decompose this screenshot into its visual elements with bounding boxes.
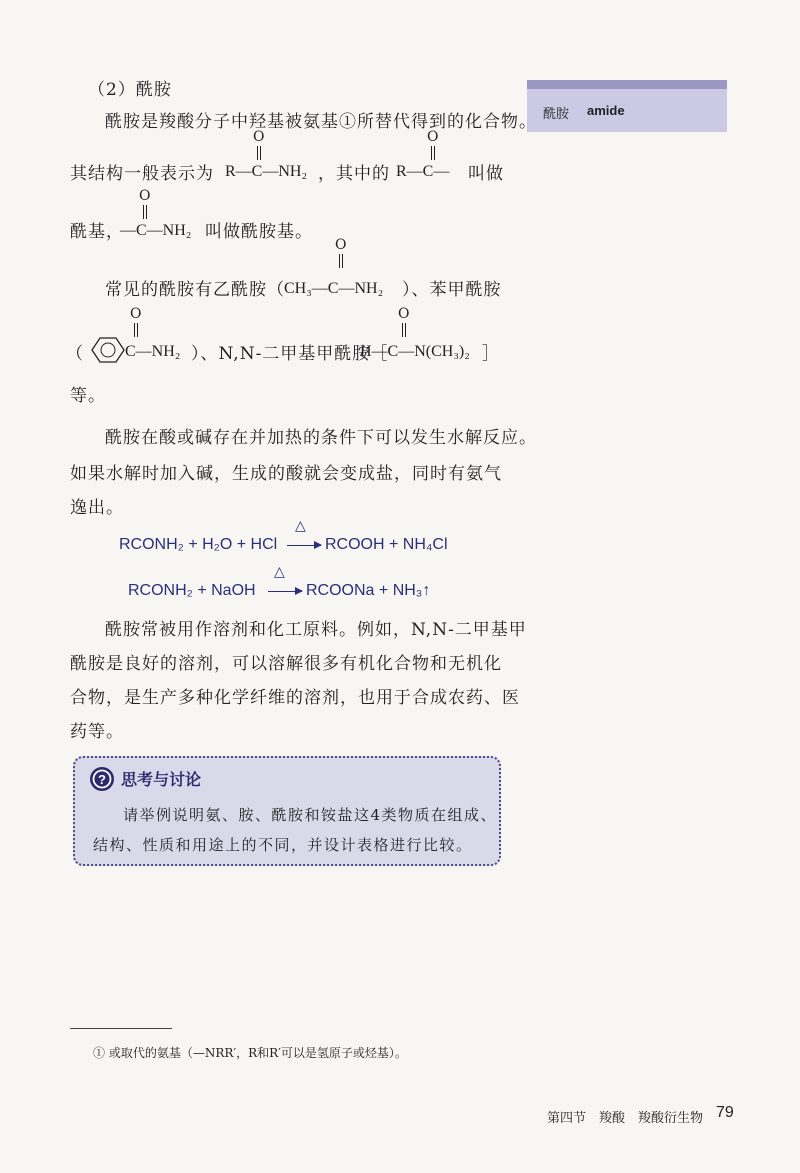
amide-general-formula: R—C—NH₂	[225, 163, 308, 180]
usage-line-3: 合物，是生产多种化学纤维的溶剂，也用于合成农药、医	[70, 688, 520, 708]
equation-1-left: RCONH₂ + H₂O + HCl	[119, 536, 278, 553]
structure-text	[70, 156, 214, 192]
discussion-line-1: 请举例说明氨、胺、酰胺和铵盐这4类物质在组成、	[123, 806, 498, 824]
heat-symbol: △	[295, 517, 306, 533]
equation-2-left: RCONH₂ + NaOH	[128, 582, 256, 599]
footnote-rule	[70, 1028, 172, 1029]
acyl-formula: R—C—	[396, 163, 450, 180]
oxygen-label: O	[139, 188, 151, 204]
oxygen-label: O	[427, 129, 439, 145]
discussion-line-2: 结构、性质和用途上的不同，并设计表格进行比较。	[93, 836, 473, 854]
page-number: 79	[716, 1104, 734, 1121]
hydrolysis-line-3: 逸出。	[70, 498, 124, 518]
oxygen-label: O	[335, 237, 347, 253]
reaction-arrow	[268, 591, 302, 592]
acyl-text: 酰基，	[70, 222, 124, 242]
acetamide-formula: CH₃—C—NH₂	[284, 280, 384, 297]
footer-section: 第四节 羧酸 羧酸衍生物	[547, 1111, 704, 1126]
footnote: ① 或取代的氨基（—NRR′，R和R′可以是氢原子或烃基）。	[93, 1046, 407, 1060]
usage-line-1: 酰胺常被用作溶剂和化工原料。例如，N,N-二甲基甲	[105, 620, 527, 640]
definition-text: 酰胺是羧酸分子中羟基被氨基①所替代得到的化合物。	[105, 112, 537, 132]
double-bond	[143, 205, 147, 219]
discussion-title: 思考与讨论	[121, 772, 202, 789]
margin-term-zh: 酰胺	[543, 106, 570, 121]
section-heading: （2）酰胺	[88, 80, 172, 100]
equation-1-right: RCOOH + NH₄Cl	[325, 536, 448, 553]
oxygen-label: O	[253, 129, 265, 145]
double-bond	[402, 323, 406, 337]
usage-line-2: 酰胺是良好的溶剂，可以溶解很多有机化合物和无机化	[70, 654, 502, 674]
benzene-ring-icon	[78, 330, 128, 370]
double-bond	[257, 146, 261, 160]
hydrolysis-line-2: 如果水解时加入碱，生成的酸就会变成盐，同时有氨气	[70, 464, 502, 484]
oxygen-label: O	[398, 306, 410, 322]
amide-group-text: 叫做酰胺基。	[205, 222, 313, 242]
hydrolysis-line-1: 酰胺在酸或碱存在并加热的条件下可以发生水解反应。	[105, 428, 537, 448]
amide-group-formula: —C—NH₂	[120, 222, 192, 239]
svg-text:?: ?	[98, 772, 106, 787]
discussion-box	[73, 756, 501, 866]
double-bond	[431, 146, 435, 160]
oxygen-label: O	[130, 306, 142, 322]
paren-open: （	[66, 344, 84, 364]
bracket-close: ］	[482, 344, 500, 364]
dmf-formula: H—C—N(CH₃)₂	[360, 343, 470, 360]
equation-2-right: RCOONa + NH₃↑	[306, 582, 431, 599]
reaction-arrow	[287, 545, 321, 546]
question-icon	[89, 766, 115, 792]
double-bond	[339, 254, 343, 268]
dmf-text: ）、N,N-二甲基甲酰胺［	[191, 344, 389, 364]
benzamide-formula: C—NH₂	[125, 343, 181, 360]
structure-text-a: 其结构一般表示为	[70, 164, 214, 184]
usage-line-4: 药等。	[70, 722, 124, 742]
double-bond	[134, 323, 138, 337]
examples-text-a: 常见的酰胺有乙酰胺（	[105, 280, 285, 300]
margin-term-tag	[527, 80, 727, 132]
heat-symbol: △	[274, 563, 285, 579]
margin-term-en: amide	[587, 103, 625, 118]
structure-text-c: 叫做	[468, 164, 504, 184]
examples-text-b: ）、苯甲酰胺	[402, 280, 502, 300]
structure-text-b: ，其中的	[318, 164, 390, 184]
etc-text: 等。	[70, 386, 106, 406]
